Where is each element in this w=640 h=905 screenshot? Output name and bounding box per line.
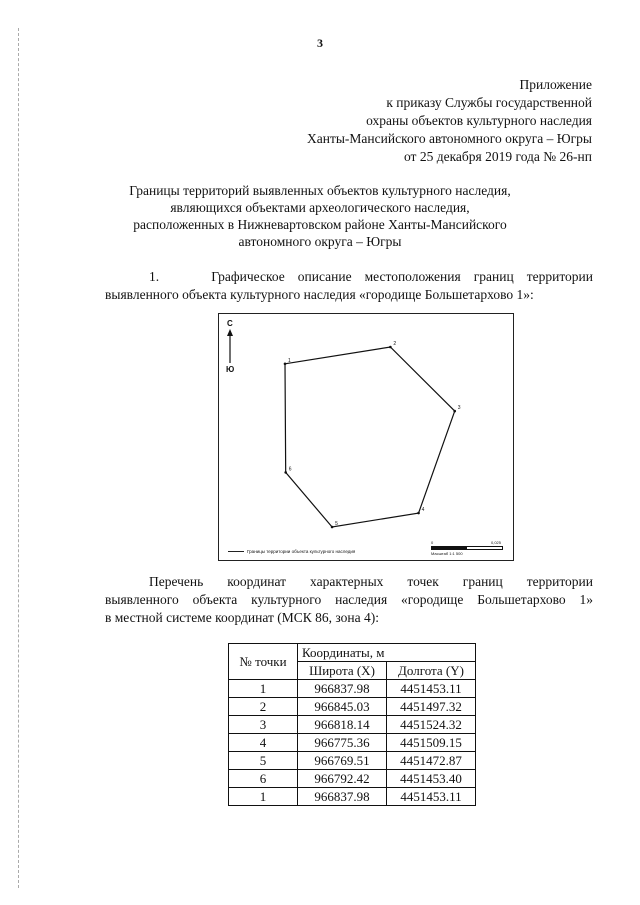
- title-line: Границы территорий выявленных объектов культурного наследия,: [129, 183, 511, 198]
- compass-south-label: Ю: [226, 365, 235, 374]
- boundary-scheme: [218, 313, 514, 561]
- table-cell-x: 966845.03: [298, 698, 387, 716]
- boundary-point-label: 6: [288, 466, 292, 473]
- section-1-line: выявленного объекта культурного наследия «городище Большетархово 1»:: [105, 287, 534, 302]
- table-cell-x: 966792.42: [298, 770, 387, 788]
- table-cell-n: 2: [229, 698, 298, 716]
- title-line: автономного округа – Югры: [238, 234, 402, 249]
- table-cell-x: 966775.36: [298, 734, 387, 752]
- table-row: [229, 770, 476, 788]
- compass-arrow: [224, 319, 238, 381]
- boundary-point: [331, 526, 334, 529]
- scheme-legend: [228, 549, 355, 554]
- compass-north-label: С: [227, 319, 233, 328]
- boundary-point: [284, 363, 287, 366]
- table-cell-y: 4451497.32: [387, 698, 476, 716]
- table-cell-y: 4451524.32: [387, 716, 476, 734]
- table-cell-y: 4451453.40: [387, 770, 476, 788]
- header-latitude: Широта (X): [298, 662, 387, 680]
- section-2-line: Перечень координат характерных точек границ территории: [149, 574, 593, 589]
- header-point-number: № точки: [229, 644, 298, 680]
- boundary-point-label: 2: [393, 341, 397, 347]
- boundary-polygon: [285, 347, 455, 527]
- table-cell-n: 5: [229, 752, 298, 770]
- table-cell-y: 4451472.87: [387, 752, 476, 770]
- coordinates-table: [228, 643, 476, 806]
- section-2-line: выявленного объекта культурного наследия «городище Большетархово 1»: [105, 592, 593, 607]
- scale-bar-start: 0: [431, 540, 434, 545]
- boundary-point: [389, 346, 392, 349]
- table-cell-n: 3: [229, 716, 298, 734]
- table-row: [229, 788, 476, 806]
- table-cell-n: 1: [229, 680, 298, 698]
- appendix-line: охраны объектов культурного наследия: [366, 113, 592, 128]
- section-1-paragraph: [105, 268, 593, 304]
- appendix-line: Ханты-Мансийского автономного округа – Югры: [307, 131, 592, 146]
- table-cell-n: 4: [229, 734, 298, 752]
- table-header-row: [229, 644, 476, 662]
- table-row: [229, 716, 476, 734]
- table-cell-x: 966837.98: [298, 788, 387, 806]
- table-cell-n: 6: [229, 770, 298, 788]
- table-body: [229, 680, 476, 806]
- header-coordinates: Координаты, м: [298, 644, 476, 662]
- document-title: [0, 182, 640, 250]
- table-cell-y: 4451453.11: [387, 680, 476, 698]
- table-cell-n: 1: [229, 788, 298, 806]
- title-line: являющихся объектами археологического наследия,: [170, 200, 470, 215]
- table-cell-x: 966818.14: [298, 716, 387, 734]
- appendix-line: от 25 декабря 2019 года № 26-нп: [403, 149, 592, 164]
- boundary-point: [417, 512, 420, 515]
- boundary-point: [284, 471, 287, 474]
- table-cell-y: 4451453.11: [387, 788, 476, 806]
- legend-label: Границы территории объекта культурного наследия: [247, 549, 356, 554]
- appendix-line: к приказу Службы государственной: [386, 95, 592, 110]
- legend-line-icon: [228, 551, 244, 552]
- boundary-point-label: 3: [457, 405, 461, 412]
- page-number: 3: [317, 36, 323, 50]
- table-row: [229, 734, 476, 752]
- scale-block: [431, 540, 503, 556]
- boundary-scheme-drawing: [219, 314, 515, 562]
- header-longitude: Долгота (Y): [387, 662, 476, 680]
- table-cell-x: 966837.98: [298, 680, 387, 698]
- scale-bar-end: 0,025: [490, 540, 501, 545]
- table-cell-x: 966769.51: [298, 752, 387, 770]
- boundary-point-label: 4: [421, 507, 425, 514]
- section-2-paragraph: [105, 573, 593, 627]
- table-row: [229, 752, 476, 770]
- table-cell-y: 4451509.15: [387, 734, 476, 752]
- boundary-point-label: 5: [335, 521, 338, 527]
- scale-label: Масштаб 1:1 500: [431, 551, 463, 556]
- section-1-line: 1. Графическое описание местоположения границ территории: [149, 269, 593, 284]
- section-2-line: в местной системе координат (МСК 86, зона 4):: [105, 610, 380, 625]
- table-row: [229, 698, 476, 716]
- boundary-point: [453, 410, 456, 413]
- title-line: расположенных в Нижневартовском районе Ханты-Мансийского: [133, 217, 507, 232]
- boundary-point-label: 1: [288, 357, 291, 364]
- appendix-block: [307, 76, 592, 166]
- table-row: [229, 680, 476, 698]
- page-margin-line: [18, 28, 19, 888]
- appendix-line: Приложение: [519, 77, 592, 92]
